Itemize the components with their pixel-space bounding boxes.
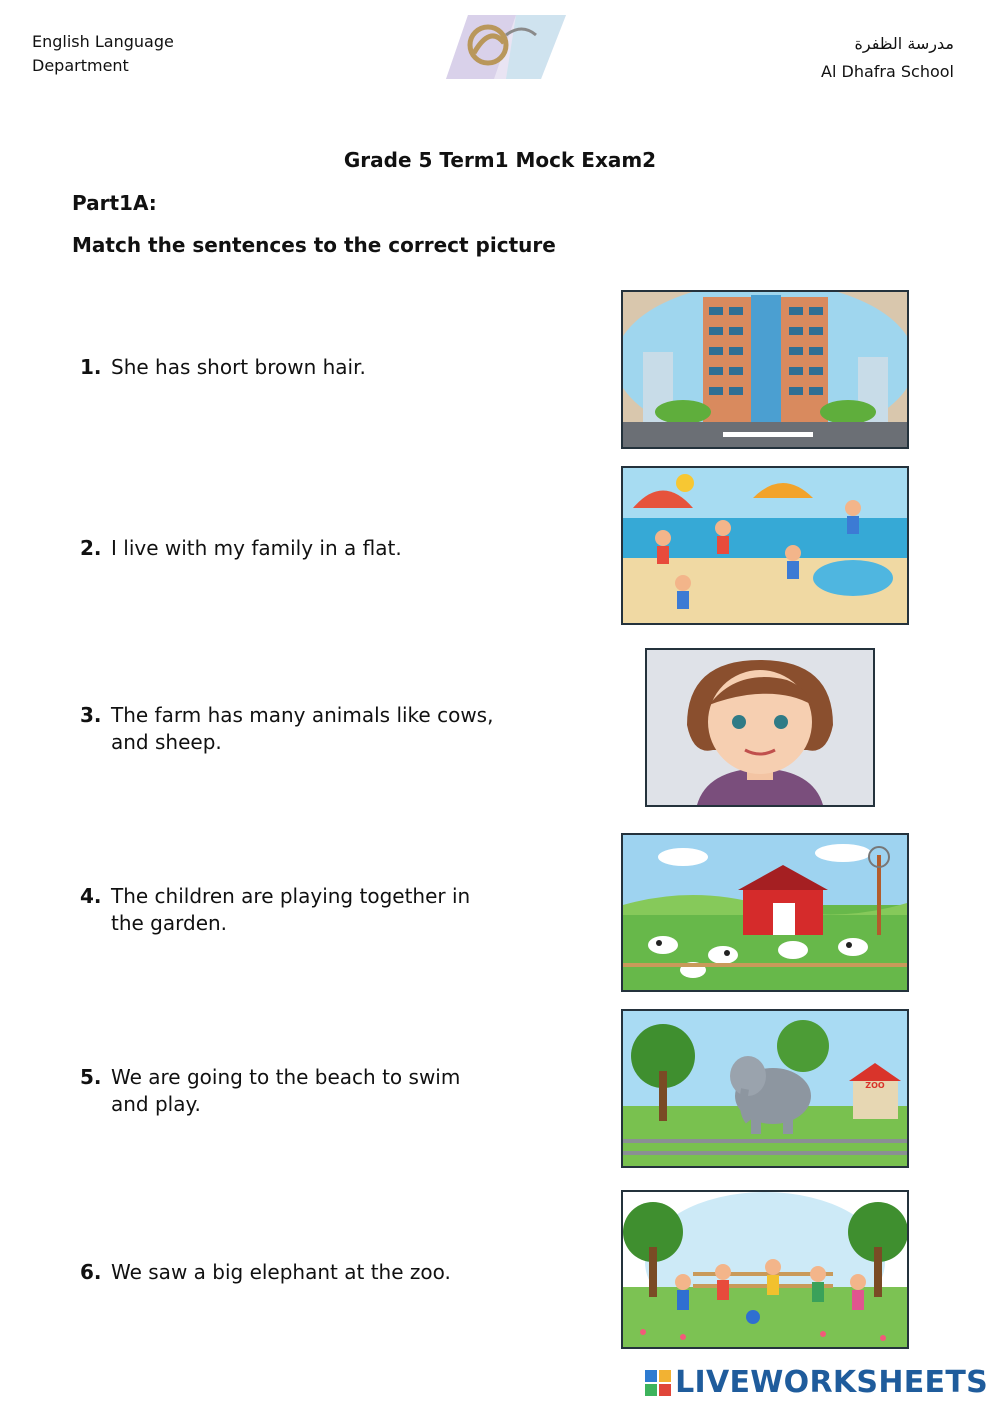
liveworksheets-brand[interactable]: [645, 1365, 988, 1400]
liveworksheets-logo-icon: [645, 1370, 671, 1396]
beach-children-picture[interactable]: [621, 466, 909, 625]
liveworksheets-text: LIVEWORKSHEETS: [675, 1365, 988, 1400]
sentence-2[interactable]: [80, 535, 520, 562]
sentence-number: 1.: [80, 355, 102, 379]
sentence-number: 3.: [80, 703, 102, 727]
school-name-english: Al Dhafra School: [821, 62, 954, 81]
part-heading: Part1A:: [72, 191, 157, 215]
sentence-number: 5.: [80, 1065, 102, 1089]
exam-title: Grade 5 Term1 Mock Exam2: [343, 148, 657, 172]
school-name: [821, 30, 954, 86]
sentence-text: We are going to the beach to swim and play.: [111, 1065, 461, 1116]
department-label: [32, 30, 174, 78]
sentence-4[interactable]: [80, 883, 520, 937]
sentence-5[interactable]: [80, 1064, 520, 1118]
sentence-number: 2.: [80, 536, 102, 560]
children-playing-garden-picture[interactable]: [621, 1190, 909, 1349]
school-logo: [446, 13, 568, 81]
zoo-elephant-picture[interactable]: [621, 1009, 909, 1168]
department-line-2: Department: [32, 56, 129, 75]
farm-animals-picture[interactable]: [621, 833, 909, 992]
short-brown-hair-woman-picture[interactable]: [645, 648, 875, 807]
instruction: Match the sentences to the correct picture: [72, 233, 556, 257]
sentence-3[interactable]: [80, 702, 520, 756]
sentence-text: The farm has many animals like cows, and sheep.: [111, 703, 494, 754]
sentence-number: 4.: [80, 884, 102, 908]
sentence-6[interactable]: [80, 1259, 520, 1286]
apartment-building-picture[interactable]: [621, 290, 909, 449]
department-line-1: English Language: [32, 32, 174, 51]
sentence-text: I live with my family in a flat.: [111, 536, 402, 560]
sentence-text: The children are playing together in the garden.: [111, 884, 471, 935]
sentence-text: She has short brown hair.: [111, 355, 366, 379]
sentence-text: We saw a big elephant at the zoo.: [111, 1260, 451, 1284]
zoo-sign-text: ZOO: [865, 1081, 885, 1090]
sentence-1[interactable]: [80, 354, 520, 381]
sentence-number: 6.: [80, 1260, 102, 1284]
school-name-arabic: مدرسة الظفرة: [854, 34, 954, 53]
